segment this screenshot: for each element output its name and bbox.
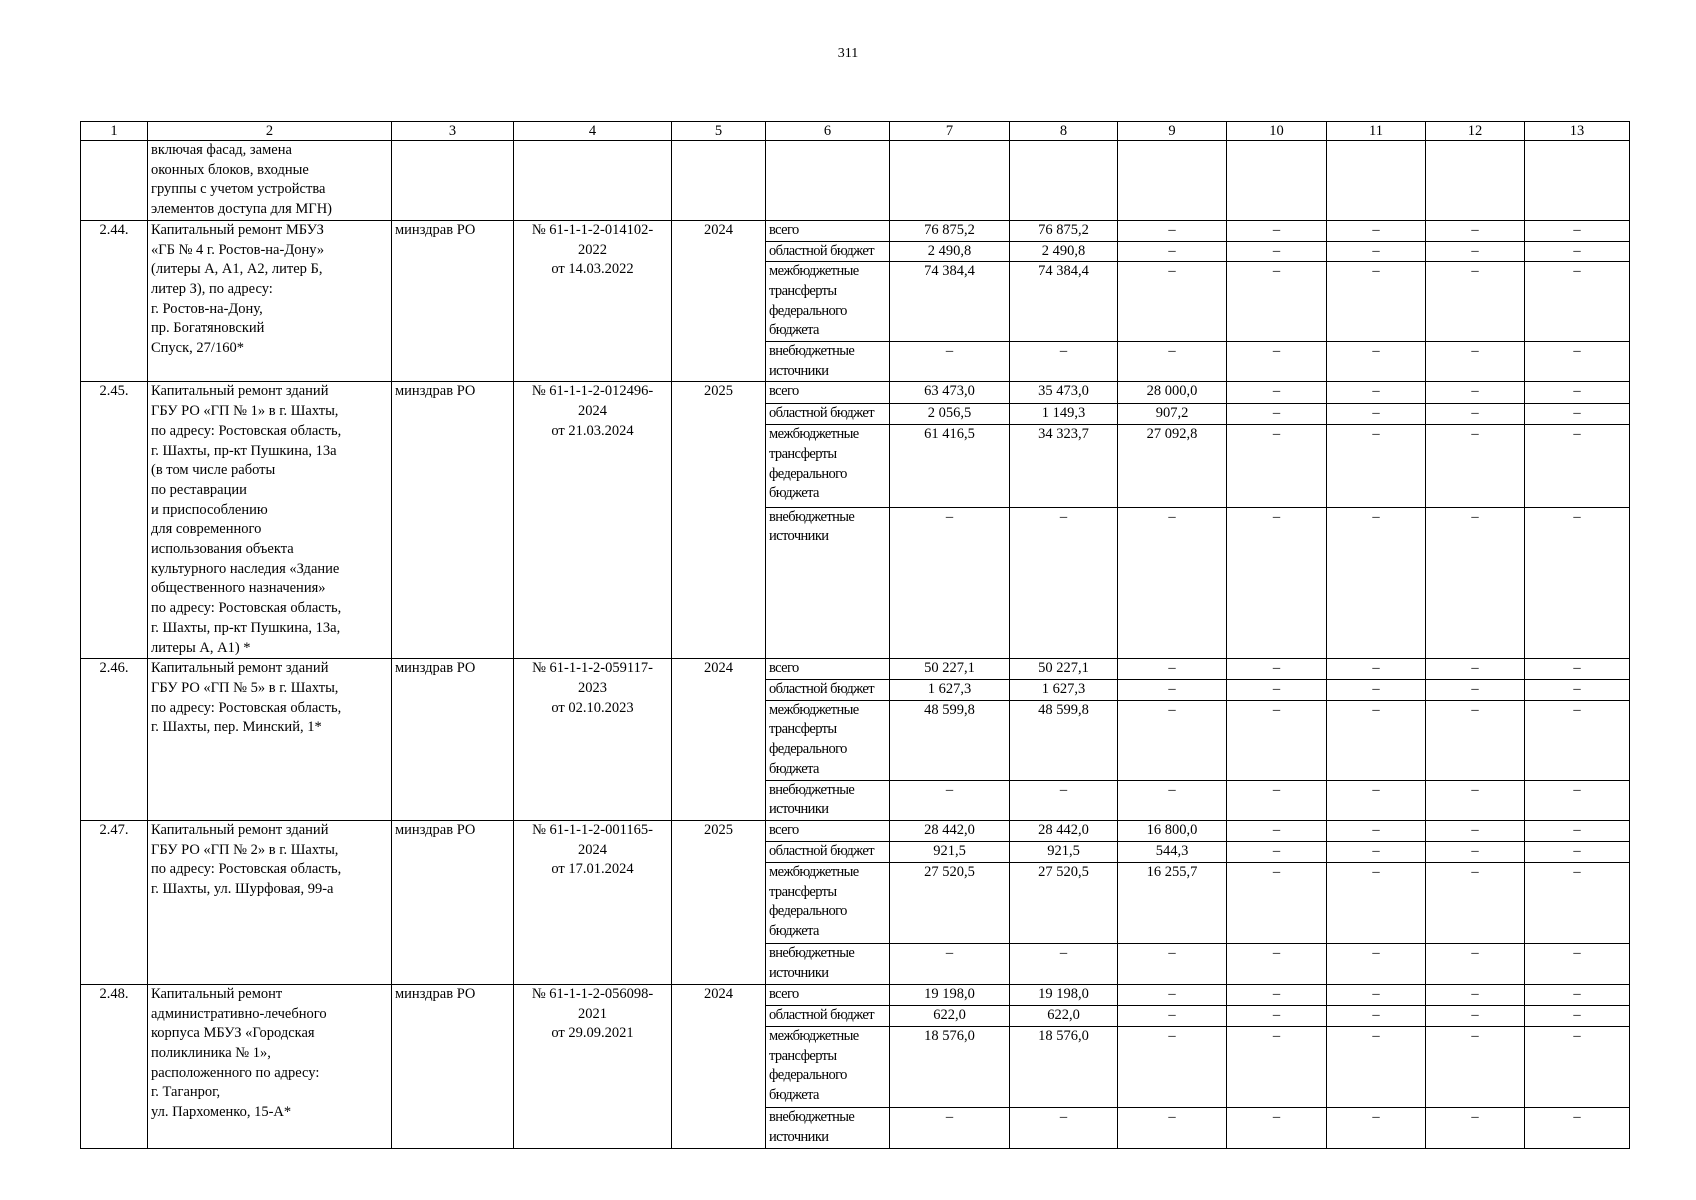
column-number-10: 10 (1227, 122, 1327, 141)
amount-col-8: 622,0 (1010, 1005, 1118, 1026)
amount-col-9: – (1118, 780, 1227, 820)
object-name-continuation: включая фасад, замена оконных блоков, входные группы с учетом устройства элементов доступа для МГН) (148, 141, 392, 221)
amount-col-7: 76 875,2 (890, 220, 1010, 241)
amount-col-11: – (1327, 679, 1426, 700)
funding-source-label: внебюджетные источники (766, 1107, 890, 1148)
funding-source-label: внебюджетные источники (766, 943, 890, 984)
amount-col-10: – (1227, 679, 1327, 700)
amount-col-11: – (1327, 659, 1426, 680)
cell-empty (392, 141, 514, 221)
amount-col-10: – (1227, 507, 1327, 659)
amount-col-11: – (1327, 943, 1426, 984)
amount-col-10: – (1227, 659, 1327, 680)
cell-empty (890, 141, 1010, 221)
completion-year: 2024 (672, 984, 766, 1148)
amount-col-13: – (1525, 700, 1630, 780)
amount-col-7: 63 473,0 (890, 382, 1010, 403)
object-name: Капитальный ремонт зданий ГБУ РО «ГП № 1» в г. Шахты, по адресу: Ростовская область, г. Шахты, пр-кт Пушкина, 13а (в том числе работы по реставрации и приспособлению для современного использования объекта культурного наследия «Здание общественного назначения» по адресу: Ростовская область, г. Шахты, пр-кт Пушкина, 13а, литеры А, А1) * (148, 382, 392, 659)
responsible-agency: минздрав РО (392, 820, 514, 984)
amount-col-12: – (1426, 862, 1525, 943)
funding-source-label: внебюджетные источники (766, 780, 890, 820)
funding-source-label: областной бюджет (766, 841, 890, 862)
amount-col-8: 35 473,0 (1010, 382, 1118, 403)
amount-col-9: – (1118, 220, 1227, 241)
amount-col-8: – (1010, 943, 1118, 984)
amount-col-10: – (1227, 943, 1327, 984)
amount-col-13: – (1525, 220, 1630, 241)
completion-year: 2024 (672, 659, 766, 821)
amount-col-13: – (1525, 943, 1630, 984)
amount-col-11: – (1327, 780, 1426, 820)
funding-source-label: внебюджетные источники (766, 507, 890, 659)
cell-empty (514, 141, 672, 221)
column-number-13: 13 (1525, 122, 1630, 141)
funding-source-label: всего (766, 820, 890, 841)
amount-col-11: – (1327, 382, 1426, 403)
amount-col-7: 19 198,0 (890, 984, 1010, 1005)
amount-col-8: 1 149,3 (1010, 403, 1118, 424)
amount-col-9: – (1118, 700, 1227, 780)
amount-col-7: 921,5 (890, 841, 1010, 862)
amount-col-12: – (1426, 220, 1525, 241)
cell-empty (1525, 141, 1630, 221)
amount-col-11: – (1327, 342, 1426, 382)
amount-col-13: – (1525, 659, 1630, 680)
amount-col-11: – (1327, 220, 1426, 241)
amount-col-9: 907,2 (1118, 403, 1227, 424)
responsible-agency: минздрав РО (392, 659, 514, 821)
column-number-11: 11 (1327, 122, 1426, 141)
amount-col-7: – (890, 780, 1010, 820)
amount-col-9: 16 800,0 (1118, 820, 1227, 841)
page-number: 311 (837, 46, 859, 61)
amount-col-9: – (1118, 943, 1227, 984)
amount-col-10: – (1227, 841, 1327, 862)
amount-col-13: – (1525, 984, 1630, 1005)
amount-col-12: – (1426, 659, 1525, 680)
amount-col-13: – (1525, 342, 1630, 382)
amount-col-12: – (1426, 1026, 1525, 1107)
funding-source-label: всего (766, 659, 890, 680)
column-number-12: 12 (1426, 122, 1525, 141)
amount-col-10: – (1227, 820, 1327, 841)
object-number: 2.48. (81, 984, 148, 1148)
amount-col-12: – (1426, 943, 1525, 984)
object-row (81, 382, 1630, 403)
amount-col-11: – (1327, 700, 1426, 780)
column-number-2: 2 (148, 122, 392, 141)
amount-col-7: 28 442,0 (890, 820, 1010, 841)
funding-source-label: межбюджетные трансферты федерального бюджета (766, 262, 890, 342)
column-number-7: 7 (890, 122, 1010, 141)
amount-col-13: – (1525, 507, 1630, 659)
amount-col-11: – (1327, 984, 1426, 1005)
amount-col-13: – (1525, 780, 1630, 820)
column-number-4: 4 (514, 122, 672, 141)
object-name: Капитальный ремонт административно-лечебного корпуса МБУЗ «Городская поликлиника № 1», расположенного по адресу: г. Таганрог, ул. Пархоменко, 15-А* (148, 984, 392, 1148)
object-row (81, 220, 1630, 241)
table-body (81, 122, 1630, 1149)
amount-col-10: – (1227, 220, 1327, 241)
cell-empty (1118, 141, 1227, 221)
amount-col-12: – (1426, 1005, 1525, 1026)
amount-col-8: 34 323,7 (1010, 425, 1118, 507)
amount-col-8: 50 227,1 (1010, 659, 1118, 680)
amount-col-12: – (1426, 841, 1525, 862)
funding-source-label: межбюджетные трансферты федерального бюджета (766, 862, 890, 943)
amount-col-8: – (1010, 342, 1118, 382)
amount-col-11: – (1327, 425, 1426, 507)
amount-col-9: – (1118, 1026, 1227, 1107)
amount-col-10: – (1227, 241, 1327, 262)
amount-col-10: – (1227, 425, 1327, 507)
expertise-document: № 61-1-1-2-001165- 2024 от 17.01.2024 (514, 820, 672, 984)
amount-col-12: – (1426, 780, 1525, 820)
amount-col-7: 2 490,8 (890, 241, 1010, 262)
amount-col-8: 18 576,0 (1010, 1026, 1118, 1107)
object-row (81, 659, 1630, 680)
amount-col-10: – (1227, 403, 1327, 424)
amount-col-8: 2 490,8 (1010, 241, 1118, 262)
amount-col-12: – (1426, 262, 1525, 342)
amount-col-13: – (1525, 862, 1630, 943)
responsible-agency: минздрав РО (392, 382, 514, 659)
amount-col-11: – (1327, 241, 1426, 262)
funding-source-label: межбюджетные трансферты федерального бюджета (766, 425, 890, 507)
amount-col-11: – (1327, 1107, 1426, 1148)
amount-col-8: – (1010, 780, 1118, 820)
amount-col-10: – (1227, 780, 1327, 820)
funding-source-label: областной бюджет (766, 403, 890, 424)
object-row (81, 984, 1630, 1005)
amount-col-8: 1 627,3 (1010, 679, 1118, 700)
amount-col-13: – (1525, 403, 1630, 424)
amount-col-11: – (1327, 862, 1426, 943)
column-number-6: 6 (766, 122, 890, 141)
amount-col-7: 48 599,8 (890, 700, 1010, 780)
amount-col-12: – (1426, 1107, 1525, 1148)
amount-col-11: – (1327, 403, 1426, 424)
amount-col-7: 74 384,4 (890, 262, 1010, 342)
amount-col-12: – (1426, 342, 1525, 382)
amount-col-12: – (1426, 403, 1525, 424)
column-number-1: 1 (81, 122, 148, 141)
amount-col-9: 16 255,7 (1118, 862, 1227, 943)
completion-year: 2024 (672, 220, 766, 382)
column-number-9: 9 (1118, 122, 1227, 141)
amount-col-8: 74 384,4 (1010, 262, 1118, 342)
amount-col-10: – (1227, 1005, 1327, 1026)
amount-col-8: 27 520,5 (1010, 862, 1118, 943)
amount-col-7: – (890, 943, 1010, 984)
expertise-document: № 61-1-1-2-056098- 2021 от 29.09.2021 (514, 984, 672, 1148)
amount-col-9: – (1118, 1107, 1227, 1148)
object-row (81, 820, 1630, 841)
amount-col-13: – (1525, 820, 1630, 841)
amount-col-12: – (1426, 679, 1525, 700)
funding-source-label: областной бюджет (766, 1005, 890, 1026)
investment-table (80, 121, 1630, 1149)
amount-col-13: – (1525, 679, 1630, 700)
amount-col-12: – (1426, 507, 1525, 659)
amount-col-12: – (1426, 700, 1525, 780)
amount-col-8: 48 599,8 (1010, 700, 1118, 780)
amount-col-12: – (1426, 382, 1525, 403)
funding-source-label: межбюджетные трансферты федерального бюджета (766, 700, 890, 780)
amount-col-7: 1 627,3 (890, 679, 1010, 700)
amount-col-11: – (1327, 507, 1426, 659)
cell-empty (1327, 141, 1426, 221)
amount-col-7: – (890, 342, 1010, 382)
funding-source-label: областной бюджет (766, 679, 890, 700)
amount-col-9: – (1118, 984, 1227, 1005)
responsible-agency: минздрав РО (392, 984, 514, 1148)
column-number-row (81, 122, 1630, 141)
cell-empty (1010, 141, 1118, 221)
amount-col-7: 2 056,5 (890, 403, 1010, 424)
expertise-document: № 61-1-1-2-012496- 2024 от 21.03.2024 (514, 382, 672, 659)
amount-col-9: 544,3 (1118, 841, 1227, 862)
expertise-document: № 61-1-1-2-014102- 2022 от 14.03.2022 (514, 220, 672, 382)
amount-col-13: – (1525, 1107, 1630, 1148)
funding-source-label: межбюджетные трансферты федерального бюджета (766, 1026, 890, 1107)
cell-empty (1426, 141, 1525, 221)
object-number: 2.47. (81, 820, 148, 984)
amount-col-7: – (890, 507, 1010, 659)
amount-col-9: – (1118, 241, 1227, 262)
amount-col-9: – (1118, 659, 1227, 680)
amount-col-8: – (1010, 1107, 1118, 1148)
amount-col-13: – (1525, 382, 1630, 403)
column-number-5: 5 (672, 122, 766, 141)
cell-empty (81, 141, 148, 221)
amount-col-9: 27 092,8 (1118, 425, 1227, 507)
completion-year: 2025 (672, 820, 766, 984)
amount-col-10: – (1227, 262, 1327, 342)
object-name: Капитальный ремонт зданий ГБУ РО «ГП № 5» в г. Шахты, по адресу: Ростовская область, г. Шахты, пер. Минский, 1* (148, 659, 392, 821)
completion-year: 2025 (672, 382, 766, 659)
amount-col-13: – (1525, 1026, 1630, 1107)
amount-col-11: – (1327, 1005, 1426, 1026)
funding-source-label: всего (766, 382, 890, 403)
amount-col-7: 18 576,0 (890, 1026, 1010, 1107)
amount-col-11: – (1327, 1026, 1426, 1107)
amount-col-7: 61 416,5 (890, 425, 1010, 507)
amount-col-8: 19 198,0 (1010, 984, 1118, 1005)
object-number: 2.45. (81, 382, 148, 659)
amount-col-13: – (1525, 841, 1630, 862)
amount-col-7: – (890, 1107, 1010, 1148)
cell-empty (672, 141, 766, 221)
amount-col-13: – (1525, 1005, 1630, 1026)
amount-col-12: – (1426, 425, 1525, 507)
responsible-agency: минздрав РО (392, 220, 514, 382)
amount-col-8: 76 875,2 (1010, 220, 1118, 241)
amount-col-12: – (1426, 984, 1525, 1005)
amount-col-10: – (1227, 862, 1327, 943)
amount-col-13: – (1525, 241, 1630, 262)
amount-col-13: – (1525, 262, 1630, 342)
object-number: 2.46. (81, 659, 148, 821)
cell-empty (1227, 141, 1327, 221)
amount-col-11: – (1327, 262, 1426, 342)
cell-empty (766, 141, 890, 221)
amount-col-10: – (1227, 984, 1327, 1005)
amount-col-10: – (1227, 1107, 1327, 1148)
amount-col-7: 622,0 (890, 1005, 1010, 1026)
funding-source-label: всего (766, 220, 890, 241)
funding-source-label: всего (766, 984, 890, 1005)
amount-col-8: 921,5 (1010, 841, 1118, 862)
expertise-document: № 61-1-1-2-059117- 2023 от 02.10.2023 (514, 659, 672, 821)
amount-col-9: – (1118, 262, 1227, 342)
funding-source-label: внебюджетные источники (766, 342, 890, 382)
amount-col-10: – (1227, 342, 1327, 382)
object-number: 2.44. (81, 220, 148, 382)
amount-col-10: – (1227, 1026, 1327, 1107)
amount-col-8: 28 442,0 (1010, 820, 1118, 841)
amount-col-11: – (1327, 841, 1426, 862)
object-name: Капитальный ремонт зданий ГБУ РО «ГП № 2» в г. Шахты, по адресу: Ростовская область, г. Шахты, ул. Шурфовая, 99-а (148, 820, 392, 984)
amount-col-7: 50 227,1 (890, 659, 1010, 680)
amount-col-9: – (1118, 507, 1227, 659)
amount-col-11: – (1327, 820, 1426, 841)
column-number-8: 8 (1010, 122, 1118, 141)
column-number-3: 3 (392, 122, 514, 141)
amount-col-13: – (1525, 425, 1630, 507)
amount-col-9: – (1118, 342, 1227, 382)
amount-col-12: – (1426, 820, 1525, 841)
funding-source-label: областной бюджет (766, 241, 890, 262)
amount-col-9: 28 000,0 (1118, 382, 1227, 403)
amount-col-10: – (1227, 382, 1327, 403)
continuation-row (81, 141, 1630, 221)
amount-col-10: – (1227, 700, 1327, 780)
amount-col-7: 27 520,5 (890, 862, 1010, 943)
amount-col-12: – (1426, 241, 1525, 262)
amount-col-9: – (1118, 679, 1227, 700)
amount-col-9: – (1118, 1005, 1227, 1026)
amount-col-8: – (1010, 507, 1118, 659)
object-name: Капитальный ремонт МБУЗ «ГБ № 4 г. Ростов-на-Дону» (литеры А, А1, А2, литер Б, литер З), по адресу: г. Ростов-на-Дону, пр. Богатяновский Спуск, 27/160* (148, 220, 392, 382)
